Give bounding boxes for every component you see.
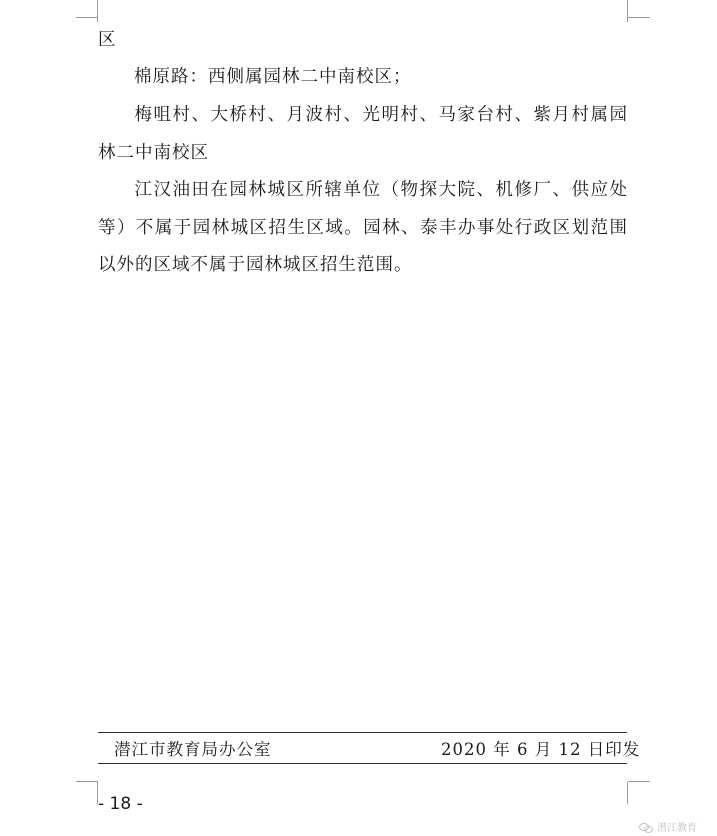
paragraph-text: 棉原路：西侧属园林二中南校区；: [134, 67, 412, 87]
wechat-icon: [639, 822, 653, 832]
footer-top-rule: [98, 732, 627, 733]
crop-mark-top-left-v: [97, 0, 98, 22]
watermark-text: 潜江教育: [657, 823, 697, 834]
crop-mark-bottom-left-h: [76, 781, 98, 782]
paragraph-text: 江汉油田在园林城区所辖单位（物探大院、机修厂、供应处等）不属于园林城区招生区域。园林、泰丰办事处行政区划范围以外的区域不属于园林城区招生范围。: [98, 180, 628, 275]
issuer-name: 潜江市教育局办公室: [114, 740, 272, 759]
page-number: - 18 -: [98, 794, 143, 814]
crop-mark-bottom-right-h: [628, 781, 650, 782]
crop-mark-top-right-v: [627, 0, 628, 22]
crop-mark-bottom-right-v: [627, 782, 628, 804]
paragraph-continuation: [98, 22, 628, 60]
paragraph-mianyuan-road: [98, 59, 628, 97]
paragraph-oilfield-note: [98, 172, 628, 285]
paragraph-text: 梅咀村、大桥村、月波村、光明村、马家台村、紫月村属园林二中南校区: [98, 105, 628, 163]
crop-mark-top-left-h: [76, 17, 98, 18]
paragraph-villages: [98, 97, 628, 172]
paragraph-text: 区: [98, 30, 117, 50]
issue-date: 2020 年 6 月 12 日印发: [441, 740, 641, 759]
crop-mark-top-right-h: [628, 17, 650, 18]
watermark: [639, 819, 697, 834]
footer-bottom-rule: [98, 763, 627, 764]
